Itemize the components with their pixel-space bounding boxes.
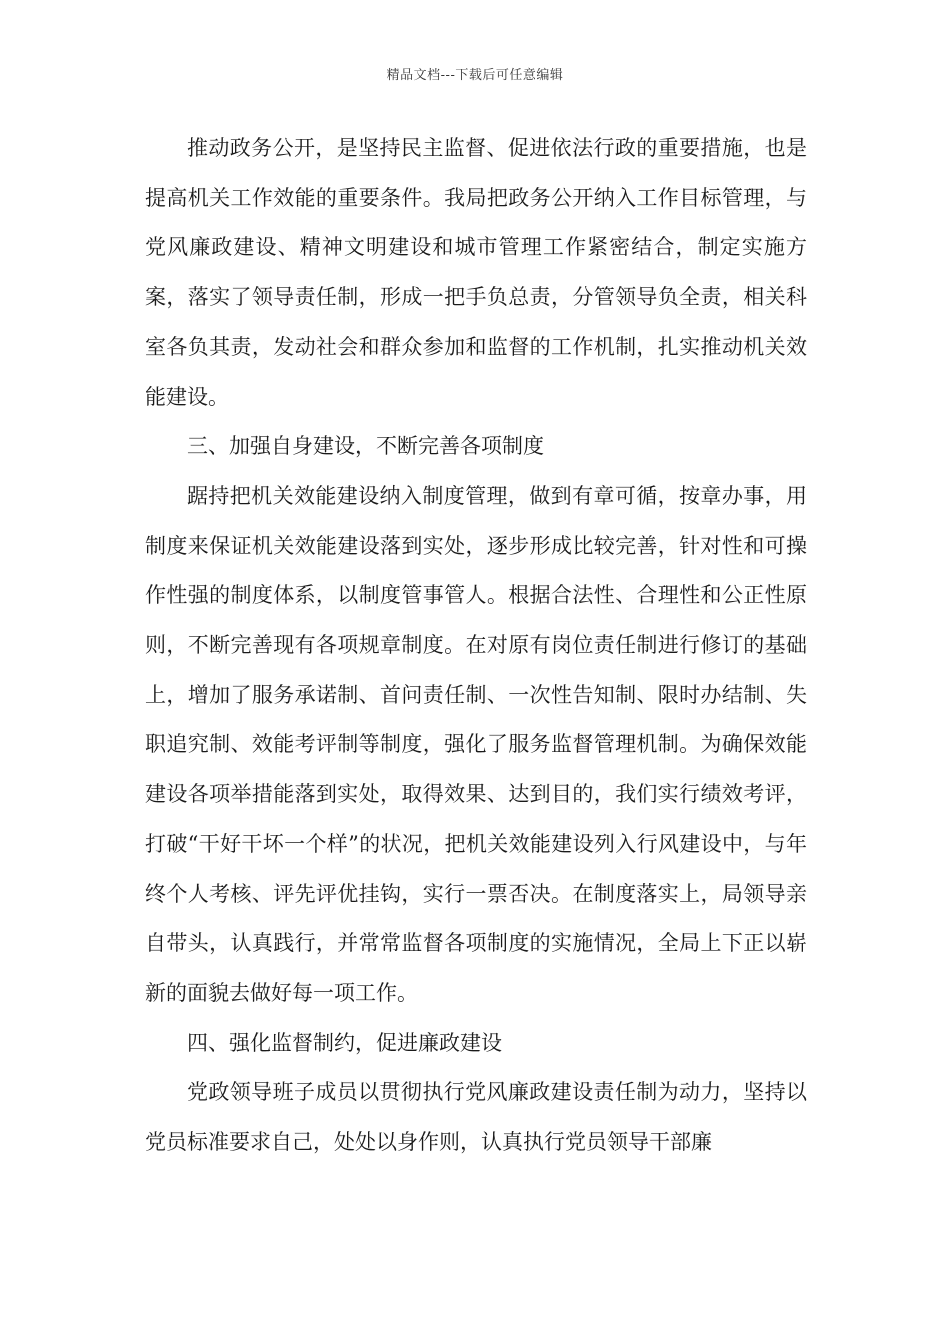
section-heading-four: 四、强化监督制约，促进廉政建设 xyxy=(187,1030,502,1055)
page-header: 精品文档---下载后可任意编辑 xyxy=(386,68,564,83)
paragraph-government-affairs: 推动政务公开，是坚持民主监督、促进依法行政的重要措施，也是提高机关工作效能的重要条件。我局把政务公开纳入工作目标管理，与党风廉政建设、精神文明建设和城市管理工作紧密结合，制定实施方案，落实了领导责任制，形成一把手负总责，分管领导负全责，相关科室各负其责，发动社会和群众参加和监督的工作机制，扎实推动机关效能建设。 xyxy=(145,136,807,409)
paragraph-integrity-building: 党政领导班子成员以贯彻执行党风廉政建设责任制为动力，坚持以党员标准要求自己，处处以身作则，认真执行党员领导干部廉 xyxy=(145,1080,807,1155)
document-body xyxy=(145,124,807,1168)
section-heading-three: 三、加强自身建设，不断完善各项制度 xyxy=(187,434,544,459)
paragraph-institutional-system: 踞持把机关效能建设纳入制度管理，做到有章可循，按章办事，用制度来保证机关效能建设落到实处，逐步形成比较完善，针对性和可操作性强的制度体系，以制度管事管人。根据合法性、合理性和公正性原则，不断完善现有各项规章制度。在对原有岗位责任制进行修订的基础上，增加了服务承诺制、首问责任制、一次性告知制、限时办结制、失职追究制、效能考评制等制度，强化了服务监督管理机制。为确保效能建设各项举措能落到实处，取得效果、达到目的，我们实行绩效考评，打破“干好干坏一个样”的状况，把机关效能建设列入行风建设中，与年终个人考核、评先评优挂钩，实行一票否决。在制度落实上，局领导亲自带头，认真践行，并常常监督各项制度的实施情况，全局上下正以崭新的面貌去做好每一项工作。 xyxy=(145,483,807,1005)
